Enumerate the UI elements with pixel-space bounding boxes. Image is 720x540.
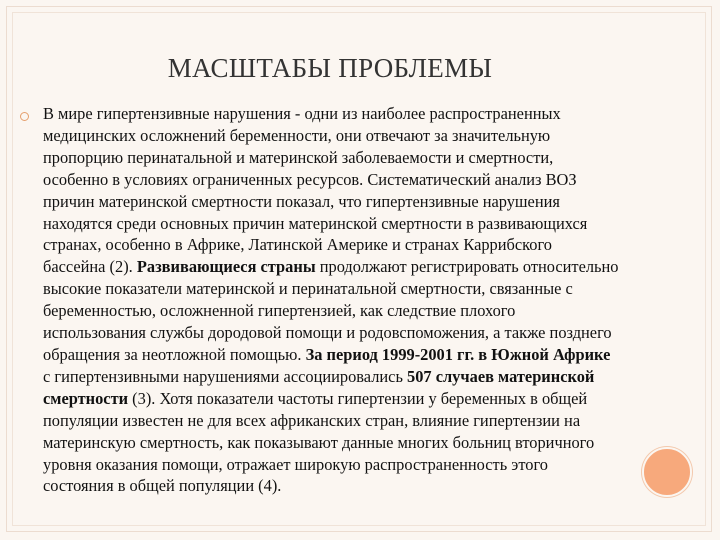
paragraph-line	[43, 125, 683, 147]
body-paragraph	[43, 103, 683, 497]
text-segment: состояния в общей популяции (4).	[43, 476, 282, 496]
text-segment: (3). Хотя показатели частоты гипертензии у беременных в общей	[128, 388, 588, 408]
decorative-circle	[642, 447, 692, 497]
text-segment: с гипертензивными нарушениями ассоциировались	[43, 366, 408, 386]
paragraph-line	[43, 366, 683, 388]
paragraph-line	[43, 410, 683, 432]
text-segment: пропорцию перинатальной и материнской заболеваемости и смертности,	[43, 147, 554, 167]
text-segment: находятся среди основных причин материнской смертности в развивающихся	[43, 213, 588, 233]
paragraph-line	[43, 388, 683, 410]
text-segment: беременностью, осложненной гипертензией, как следствие плохого	[43, 301, 516, 321]
paragraph-line	[43, 234, 683, 256]
text-segment: причин материнской смертности показал, что гипертензивные нарушения	[43, 191, 560, 211]
text-segment: особенно в условиях ограниченных ресурсов. Систематический анализ ВОЗ	[43, 169, 577, 189]
bold-text: Развивающиеся страны	[136, 257, 316, 277]
text-segment: обращения за неотложной помощью.	[43, 344, 306, 364]
paragraph-line	[43, 344, 683, 366]
text-segment: медицинских осложнений беременности, они отвечают за значительную	[43, 125, 551, 145]
text-segment: использования службы дородовой помощи и родовспоможения, а также позднего	[43, 323, 612, 343]
bold-text: 507 случаев материнской	[407, 366, 595, 386]
paragraph-line	[43, 256, 683, 278]
text-segment: продолжают регистрировать относительно	[315, 257, 619, 277]
text-segment: В мире гипертензивные нарушения - одни из наиболее распространенных	[43, 104, 561, 123]
text-segment: материнскую смертность, как показывают данные многих больниц вторичного	[43, 432, 595, 452]
paragraph-line	[43, 475, 683, 497]
paragraph-line	[43, 322, 683, 344]
paragraph-line	[43, 300, 683, 322]
paragraph-line	[43, 147, 683, 169]
paragraph-line	[43, 213, 683, 235]
bold-text: смертности	[43, 388, 129, 408]
bullet-circle-icon	[20, 112, 29, 121]
slide-title: МАСШТАБЫ ПРОБЛЕМЫ	[167, 53, 493, 83]
paragraph-line	[43, 278, 683, 300]
paragraph-line	[43, 432, 683, 454]
text-segment: высокие показатели материнской и перинатальной смертности, связанные с	[43, 279, 573, 299]
bold-text: За период 1999-2001 гг. в Южной Африке	[305, 344, 611, 364]
paragraph-line	[43, 169, 683, 191]
text-segment: популяции известен не для всех африканских стран, влияние гипертензии на	[43, 410, 581, 430]
text-segment: бассейна (2).	[43, 257, 137, 277]
paragraph-line	[43, 454, 683, 476]
paragraph-line	[43, 191, 683, 213]
text-segment: странах, особенно в Африке, Латинской Америке и странах Каррибского	[43, 235, 552, 255]
text-segment: уровня оказания помощи, отражает широкую распространенность этого	[43, 454, 548, 474]
paragraph-line	[43, 103, 683, 125]
